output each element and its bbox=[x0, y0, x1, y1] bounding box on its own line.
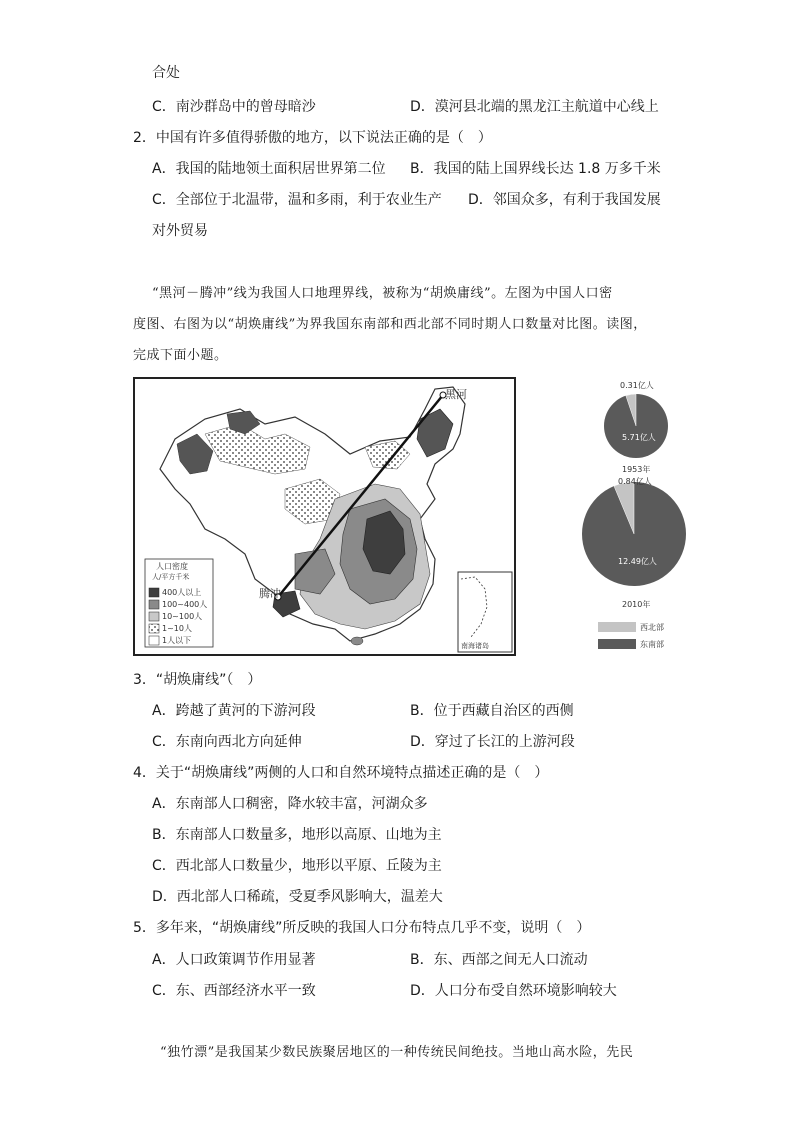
intro2-line1: “独竹漂”是我国某少数民族聚居地区的一种传统民间绝技。当地山高水险，先民 bbox=[160, 1045, 634, 1060]
pie-1953-southeast-label: 5.71亿人 bbox=[622, 433, 656, 442]
q3-option-c: C．东南向西北方向延伸 bbox=[152, 734, 302, 750]
intro1-line3: 完成下面小题。 bbox=[133, 348, 228, 363]
pie-1953-year: 1953年 bbox=[622, 465, 651, 474]
pie-legend-swatch-northwest bbox=[598, 622, 636, 632]
legend-swatch-10-100 bbox=[149, 612, 159, 621]
pie-legend-northwest: 西北部 bbox=[640, 623, 664, 632]
q3-option-b: B．位于西藏自治区的西侧 bbox=[410, 703, 574, 719]
legend-label-1-10: 1~10人 bbox=[162, 624, 192, 633]
pie-2010-year: 2010年 bbox=[622, 600, 651, 609]
q4-option-b: B．东南部人口数量多，地形以高原、山地为主 bbox=[152, 827, 442, 843]
legend-swatch-under-1 bbox=[149, 636, 159, 645]
hainan-island bbox=[351, 637, 363, 645]
q1-option-d: D．漠河县北端的黑龙江主航道中心线上 bbox=[410, 99, 659, 115]
map-label-heihe: 黑河 bbox=[445, 388, 467, 401]
legend-swatch-1-10 bbox=[149, 624, 159, 633]
q5-option-d: D．人口分布受自然环境影响较大 bbox=[410, 983, 617, 999]
pie-legend-swatch-southeast bbox=[598, 639, 636, 649]
map-label-nanhai: 南海诸岛 bbox=[461, 642, 489, 650]
q5-option-b: B．东、西部之间无人口流动 bbox=[410, 952, 588, 968]
q2-option-d-cont: 对外贸易 bbox=[152, 223, 208, 239]
q5-stem: 5．多年来，“胡焕庸线”所反映的我国人口分布特点几乎不变，说明（ ） bbox=[133, 920, 591, 936]
intro1-line2: 度图、右图为以“胡焕庸线”为界我国东南部和西北部不同时期人口数量对比图。读图， bbox=[133, 317, 647, 332]
map-label-tengchong: 腾冲 bbox=[259, 587, 281, 600]
legend-swatch-100-400 bbox=[149, 600, 159, 609]
legend-label-under-1: 1人以下 bbox=[162, 636, 192, 645]
legend-title: 人口密度 bbox=[156, 562, 188, 571]
pie-svg bbox=[578, 376, 698, 658]
legend-label-400: 400人以上 bbox=[162, 588, 202, 597]
q4-option-c: C．西北部人口数量少，地形以平原、丘陵为主 bbox=[152, 858, 442, 874]
legend-label-100-400: 100~400人 bbox=[162, 600, 208, 609]
legend-unit: 人/平方千米 bbox=[152, 573, 190, 581]
pie-2010-southeast-label: 12.49亿人 bbox=[618, 557, 657, 566]
q5-option-c: C．东、西部经济水平一致 bbox=[152, 983, 316, 999]
pie-2010-northwest-label: 0.84亿人 bbox=[618, 477, 652, 486]
pie-legend-southeast: 东南部 bbox=[640, 640, 664, 649]
q3-stem: 3．“胡焕庸线”（ ） bbox=[133, 672, 262, 688]
q2-option-d: D．邻国众多，有利于我国发展 bbox=[468, 192, 661, 208]
q1-option-c: C．南沙群岛中的曾母暗沙 bbox=[152, 99, 316, 115]
q4-option-d: D．西北部人口稀疏，受夏季风影响大，温差大 bbox=[152, 889, 443, 905]
q2-stem: 2．中国有许多值得骄傲的地方，以下说法正确的是（ ） bbox=[133, 130, 492, 146]
q3-option-a: A．跨越了黄河的下游河段 bbox=[152, 703, 316, 719]
population-density-map bbox=[133, 377, 516, 656]
q3-option-d: D．穿过了长江的上游河段 bbox=[410, 734, 575, 750]
q2-option-c: C．全部位于北温带，温和多雨，利于农业生产 bbox=[152, 192, 442, 208]
legend-swatch-400 bbox=[149, 588, 159, 597]
population-pie-charts bbox=[578, 376, 698, 658]
pie-1953-northwest-label: 0.31亿人 bbox=[620, 381, 654, 390]
q2-option-b: B．我国的陆上国界线长达 1.8 万多千米 bbox=[410, 161, 661, 177]
q4-stem: 4．关于“胡焕庸线”两侧的人口和自然环境特点描述正确的是（ ） bbox=[133, 765, 549, 781]
q4-option-a: A．东南部人口稠密，降水较丰富，河湖众多 bbox=[152, 796, 428, 812]
q2-option-a: A．我国的陆地领土面积居世界第二位 bbox=[152, 161, 386, 177]
q1-continuation: 合处 bbox=[152, 65, 180, 81]
q5-option-a: A．人口政策调节作用显著 bbox=[152, 952, 316, 968]
legend-label-10-100: 10~100人 bbox=[162, 612, 203, 621]
intro1-line1: “黑河－腾冲”线为我国人口地理界线，被称为“胡焕庸线”。左图为中国人口密 bbox=[152, 286, 613, 301]
